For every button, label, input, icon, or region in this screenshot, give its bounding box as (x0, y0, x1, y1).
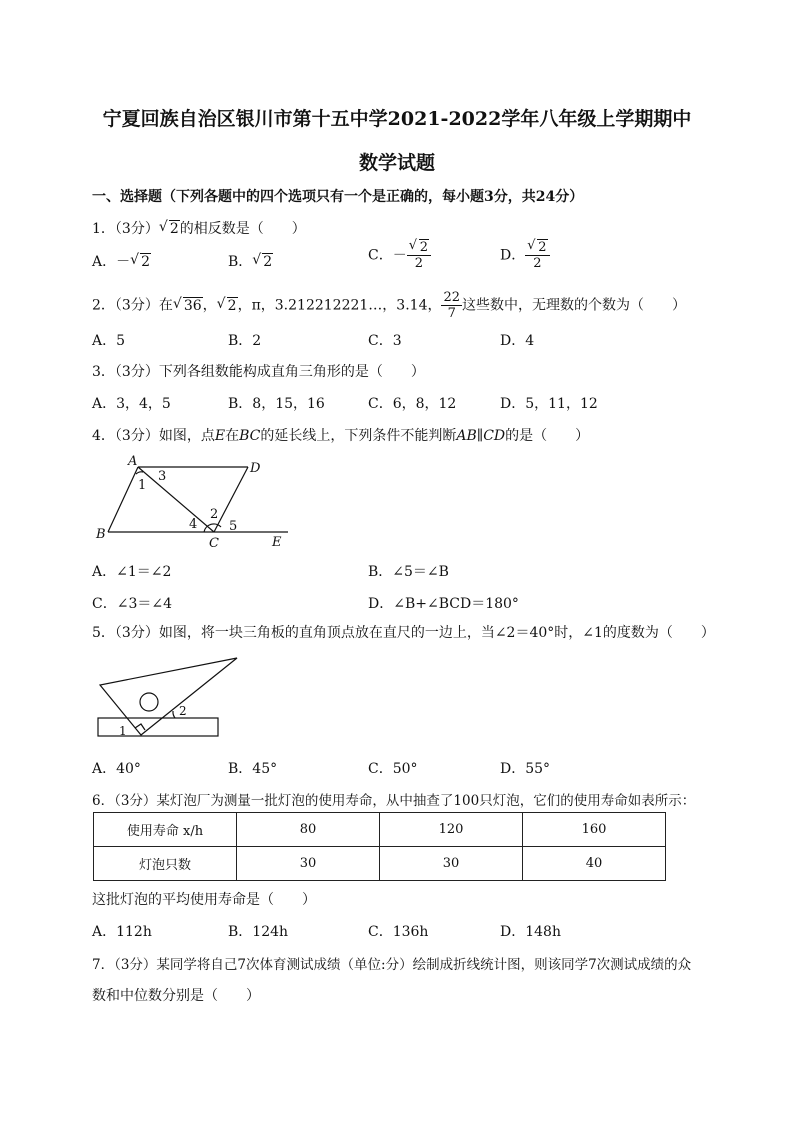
table-row (94, 813, 666, 847)
q2-option-c[interactable]: C．3 (368, 333, 402, 349)
label-a: A (128, 454, 138, 469)
label-e: E (272, 535, 282, 550)
question-number: 1．（3分） (92, 221, 159, 237)
q5-option-b[interactable]: B．45° (228, 761, 278, 777)
q3-option-a[interactable]: A．3，4，5 (92, 396, 171, 412)
label-c: C (209, 536, 219, 551)
table-row (94, 847, 666, 881)
page-title: 宁夏回族自治区银川市第十五中学2021-2022学年八年级上学期期中 (102, 108, 692, 130)
q5-option-c[interactable]: C．50° (368, 761, 418, 777)
q1-option-b[interactable]: B．√ 2 (228, 251, 273, 271)
label-angle-2: 2 (210, 507, 219, 522)
label-angle-1: 1 (119, 724, 127, 738)
q3-option-c[interactable]: C．6，8，12 (368, 396, 457, 412)
q6-option-d[interactable]: D．148h (500, 924, 561, 940)
q1-option-a[interactable]: A．－√ 2 (92, 251, 151, 271)
question-6: 6．（3分）某灯泡厂为测量一批灯泡的使用寿命，从中抽查了100只灯泡，它们的使用寿命如表所示： (92, 793, 696, 809)
question-2: 2．（3分）在√ 36，√ 2，π，3.212212221…，3.14， $\frac{22}{7}$ 这些数中，无理数的个数为（ ） (92, 290, 686, 321)
q3-option-b[interactable]: B．8，15，16 (228, 396, 325, 412)
angle-arc-a (136, 472, 143, 474)
sqrt-expression: √ 2 (159, 221, 180, 237)
q6-option-b[interactable]: B．124h (228, 924, 289, 940)
lifespan-table (93, 812, 666, 881)
section-heading: 一、选择题（下列各题中的四个选项只有一个是正确的，每小题3分，共24分） (92, 189, 584, 205)
angle-arc-2 (173, 711, 175, 718)
page-subtitle: 数学试题 (358, 152, 435, 174)
q4-option-d[interactable]: D．∠B+∠BCD＝180° (368, 596, 519, 612)
q4-option-c[interactable]: C．∠3＝∠4 (92, 596, 172, 612)
q2-option-a[interactable]: A．5 (92, 333, 126, 349)
label-d: D (250, 461, 261, 476)
question-7: 7．（3分）某同学将自己7次体育测试成绩（单位:分）绘制成折线统计图，则该同学7次测试成绩的众 (92, 957, 692, 973)
label-angle-4: 4 (189, 517, 198, 532)
question-6-prompt: 这批灯泡的平均使用寿命是（ ） (92, 892, 316, 908)
question-text: 的相反数是（ ） (179, 221, 306, 237)
question-3: 3．（3分）下列各组数能构成直角三角形的是（ ） (92, 364, 425, 380)
table-cell: 160 (523, 813, 666, 847)
q4-option-a[interactable]: A．∠1＝∠2 (92, 564, 172, 580)
table-header-cell: 灯泡只数 (94, 847, 237, 881)
q2-option-d[interactable]: D．4 (500, 333, 535, 349)
q1-option-d[interactable]: D． √ $\frac{2}{2}$ (500, 240, 550, 271)
table-cell: 120 (380, 813, 523, 847)
q2-option-b[interactable]: B．2 (228, 333, 262, 349)
label-angle-3: 3 (158, 469, 167, 484)
question-4: 4．（3分）如图，点E在BC的延长线上，下列条件不能判断AB∥CD的是（ ） (92, 428, 590, 444)
question-5: 5．（3分）如图，将一块三角板的直角顶点放在直尺的一边上，当∠2＝40°时，∠1的度数为（ ） (92, 625, 715, 641)
q4-option-b[interactable]: B．∠5＝∠B (368, 564, 449, 580)
table-cell: 40 (523, 847, 666, 881)
table-cell: 30 (380, 847, 523, 881)
line-ab (108, 467, 138, 532)
table-header-cell: 使用寿命 x/h (94, 813, 237, 847)
label-angle-1: 1 (138, 478, 147, 493)
line-ac (138, 467, 214, 532)
q6-option-a[interactable]: A．112h (92, 924, 152, 940)
q6-option-c[interactable]: C．136h (368, 924, 429, 940)
label-angle-5: 5 (229, 519, 238, 534)
q1-option-c[interactable]: C．－ √ $\frac{2}{2}$ (368, 240, 431, 271)
q4-figure (92, 452, 302, 552)
table-cell: 30 (237, 847, 380, 881)
q5-figure (95, 655, 245, 740)
label-b: B (96, 527, 106, 542)
q3-option-d[interactable]: D．5，11，12 (500, 396, 598, 412)
question-7-cont: 数和中位数分别是（ ） (92, 988, 260, 1004)
q5-option-a[interactable]: A．40° (92, 761, 141, 777)
question-1 (92, 218, 306, 238)
label-angle-2: 2 (179, 704, 187, 718)
set-square-hole (140, 693, 158, 711)
table-cell: 80 (237, 813, 380, 847)
q5-option-d[interactable]: D．55° (500, 761, 551, 777)
